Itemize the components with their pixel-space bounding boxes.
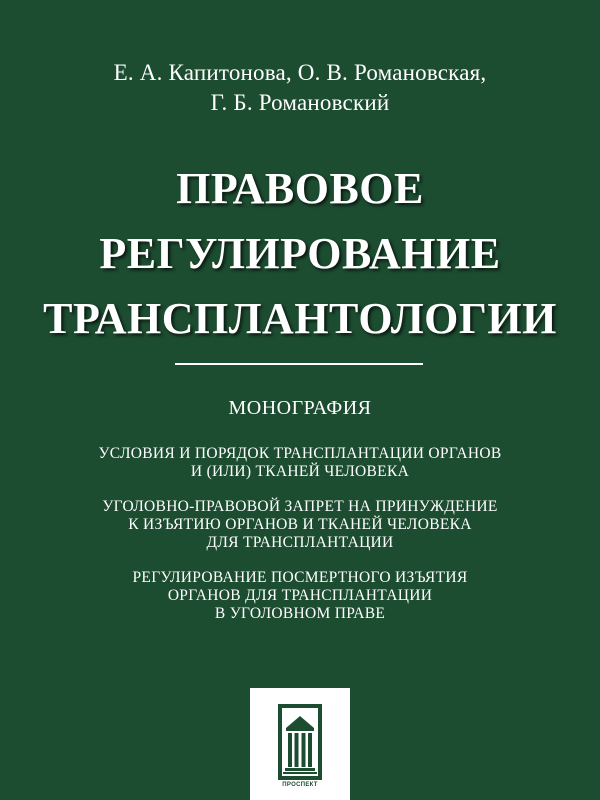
prospekt-building-logo-icon [276,702,324,782]
section-item [0,569,600,623]
title-line: ТРАНСПЛАНТОЛОГИИ [43,294,557,343]
section-line: ДЛЯ ТРАНСПЛАНТАЦИИ [206,534,394,551]
genre-label: МОНОГРАФИЯ [228,397,372,419]
publisher-badge [250,688,350,800]
title-divider [175,363,423,365]
section-item [0,498,600,552]
author-line: Е. А. Капитонова, О. В. Романовская, [113,60,487,85]
section-line: В УГОЛОВНОМ ПРАВЕ [214,605,386,622]
section-line: УСЛОВИЯ И ПОРЯДОК ТРАНСПЛАНТАЦИИ ОРГАНОВ [98,445,502,462]
authors [0,58,600,118]
section-line: РЕГУЛИРОВАНИЕ ПОСМЕРТНОГО ИЗЪЯТИЯ [132,569,468,586]
section-item [0,445,600,481]
section-line: И (ИЛИ) ТКАНЕЙ ЧЕЛОВЕКА [190,463,410,480]
publisher-name: ПРОСПЕКТ [282,782,318,788]
section-line: УГОЛОВНО-ПРАВОВОЙ ЗАПРЕТ НА ПРИНУЖДЕНИЕ [102,498,498,515]
title-line: ПРАВОВОЕ [176,164,424,213]
author-line: Г. Б. Романовский [210,90,390,115]
section-line: ОРГАНОВ ДЛЯ ТРАНСПЛАНТАЦИИ [167,587,433,604]
title-line: РЕГУЛИРОВАНИЕ [99,229,501,278]
book-title [0,156,600,351]
sections-list [0,445,600,640]
section-line: К ИЗЪЯТИЮ ОРГАНОВ И ТКАНЕЙ ЧЕЛОВЕКА [128,516,472,533]
